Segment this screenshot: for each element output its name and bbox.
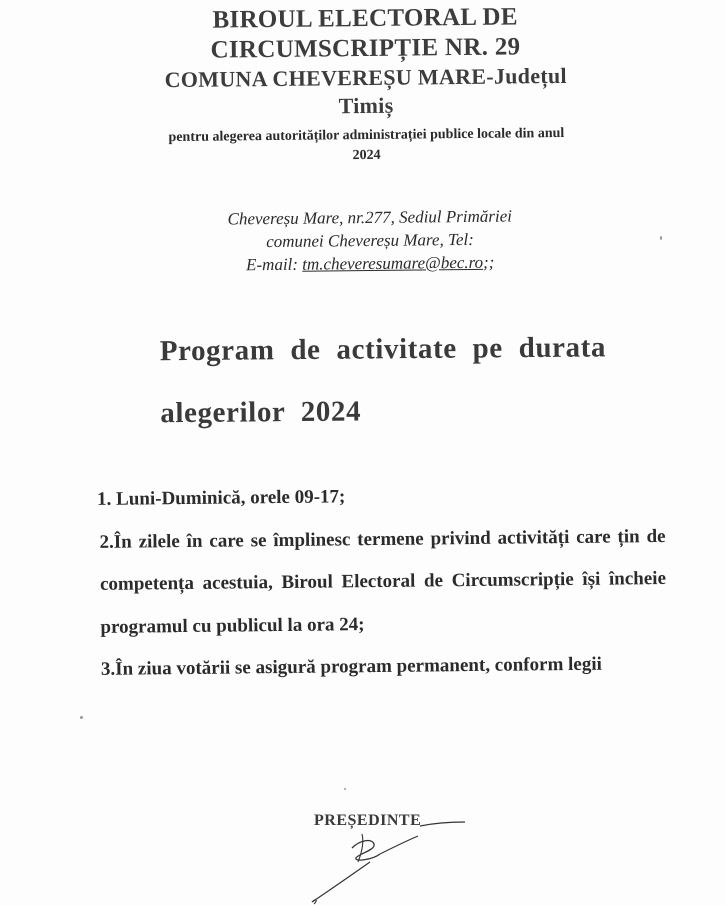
document-title xyxy=(159,316,680,445)
header-line-4: Timiș xyxy=(338,92,394,119)
title-line-2: alegerilor 2024 xyxy=(160,395,362,430)
header-subtitle-line-1: pentru alegerea autorităților administrației publice locale din anul xyxy=(168,125,565,146)
schedule-list xyxy=(87,473,667,692)
header-subtitle-line-2: 2024 xyxy=(352,147,381,164)
address-block xyxy=(140,204,601,278)
document-header xyxy=(80,1,652,169)
scan-speck xyxy=(660,236,662,240)
email-suffix: ;; xyxy=(482,252,495,272)
email-link[interactable]: tm.cheveresumare@bec.ro xyxy=(302,252,484,274)
header-line-1: BIROUL ELECTORAL DE xyxy=(212,3,518,34)
header-line-3: COMUNA CHEVEREȘU MARE-Județul xyxy=(164,62,568,93)
schedule-item-3: 3.În ziua votării se asigură program permanent, conform legii xyxy=(100,653,602,680)
header-subtitle xyxy=(81,123,651,169)
scan-speck xyxy=(344,788,346,790)
header-line-2: CIRCUMSCRIPȚIE NR. 29 xyxy=(210,33,521,64)
title-line-1: Program de activitate pe durata xyxy=(159,331,607,368)
address-line-2: comunei Chevereșu Mare, Tel: xyxy=(266,229,474,252)
schedule-item-2: 2.În zilele în care se împlinesc termene privind activități care țin de competența acestuia, Biroul Electoral de Circumscripție își încheie programul cu publicul la ora 24; xyxy=(99,525,667,638)
email-line xyxy=(140,250,600,278)
scan-speck xyxy=(80,716,83,719)
schedule-item-1: 1. Luni-Duminică, orele 09-17; xyxy=(97,486,346,510)
signature-label: PREȘEDINTE xyxy=(314,812,422,829)
email-label: E-mail: xyxy=(245,254,303,275)
signature-block xyxy=(300,806,500,905)
address-line-1: Chevereșu Mare, nr.277, Sediul Primăriei xyxy=(227,206,513,229)
